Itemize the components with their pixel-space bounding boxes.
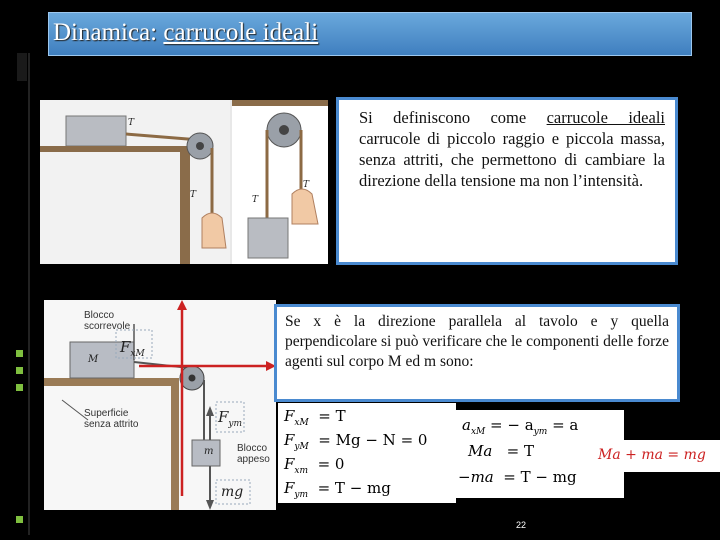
mg-label: mg bbox=[221, 484, 244, 500]
eq-lhs: F bbox=[284, 431, 295, 449]
tension-label: T bbox=[303, 180, 310, 190]
equation-row bbox=[284, 431, 427, 452]
Fym-subscript: ym bbox=[228, 419, 243, 429]
pulley-figure-1 bbox=[40, 100, 328, 264]
FxM-label bbox=[120, 338, 145, 359]
eq-sub: yM bbox=[294, 442, 309, 452]
title-prefix: Dinamica: bbox=[53, 19, 164, 46]
force-diagram-svg bbox=[44, 300, 276, 510]
hanging-block-label: Blocco appeso bbox=[237, 443, 270, 465]
FxM-symbol: F bbox=[120, 338, 131, 356]
eq-sub2: ym bbox=[533, 427, 548, 437]
Fym-label bbox=[218, 408, 242, 429]
eq-sub: xM bbox=[294, 418, 309, 428]
eq-sub: xM bbox=[470, 427, 486, 437]
eq-lhs: F bbox=[284, 407, 295, 425]
eq-rhs: = Mg − N = 0 bbox=[318, 431, 428, 449]
bullet-marker bbox=[16, 384, 23, 391]
bullet-marker bbox=[16, 367, 23, 374]
definition-intro: Si definiscono come bbox=[359, 108, 547, 127]
title-underlined: carrucole ideali bbox=[163, 19, 319, 46]
eq-lhs: Ma bbox=[468, 442, 493, 460]
tension-label: T bbox=[252, 195, 259, 205]
components-textbox bbox=[274, 304, 680, 402]
eq-rhs: = 0 bbox=[317, 455, 345, 473]
sliding-block-label: Blocco scorrevole bbox=[84, 310, 131, 332]
components-text: Se x è la direzione parallela al tavolo e y quella perpendicolare si può verificare che le componenti delle forze agenti sul corpo M ed m sono: bbox=[285, 313, 669, 370]
equation-row bbox=[284, 407, 346, 428]
force-diagram bbox=[44, 300, 276, 510]
eq-lhs: F bbox=[284, 455, 295, 473]
equation-row bbox=[468, 442, 534, 460]
definition-underlined: carrucole ideali bbox=[546, 108, 665, 127]
bullet-marker bbox=[16, 516, 23, 523]
bullet-marker bbox=[16, 350, 23, 357]
left-divider bbox=[28, 53, 30, 535]
eq-lhs: a bbox=[462, 416, 471, 434]
mass-M-label: M bbox=[88, 354, 99, 365]
side-accent-block bbox=[17, 53, 27, 81]
eq-mid: = T − mg bbox=[503, 468, 577, 486]
eq-rhs: = T bbox=[318, 407, 346, 425]
equation-row bbox=[284, 479, 391, 500]
FxM-subscript: xM bbox=[130, 349, 145, 359]
eq-lhs: F bbox=[284, 479, 295, 497]
definition-rest: carrucole di piccolo raggio e piccola massa, senza attriti, che permettono di cambiare la direzione della tensione ma non l’intensità. bbox=[359, 129, 665, 190]
eq-mid: = T bbox=[506, 442, 534, 460]
equation-row bbox=[462, 416, 578, 437]
eq-sub: xm bbox=[294, 466, 309, 476]
pulley-illustration bbox=[40, 100, 328, 264]
tension-label: T bbox=[128, 118, 135, 128]
result-equation-box bbox=[592, 440, 720, 472]
eq-sub: ym bbox=[294, 490, 309, 500]
definition-textbox bbox=[336, 97, 678, 265]
tension-label: T bbox=[190, 190, 197, 200]
equation-row bbox=[284, 455, 344, 476]
mass-m-label: m bbox=[204, 446, 214, 457]
eq-mid: = − a bbox=[490, 416, 534, 434]
page-number: 22 bbox=[516, 520, 527, 530]
title-bar bbox=[48, 12, 692, 56]
Fym-symbol: F bbox=[218, 408, 229, 426]
slide-title bbox=[53, 19, 318, 47]
equation-row bbox=[458, 468, 577, 486]
surface-label: Superficie senza attrito bbox=[84, 408, 139, 430]
eq-lhs: −ma bbox=[458, 468, 494, 486]
eq-rhs: = T − mg bbox=[317, 479, 391, 497]
result-equation: Ma + ma = mg bbox=[598, 447, 706, 463]
eq-rhs: = a bbox=[552, 416, 579, 434]
equations-left-box bbox=[278, 403, 456, 503]
